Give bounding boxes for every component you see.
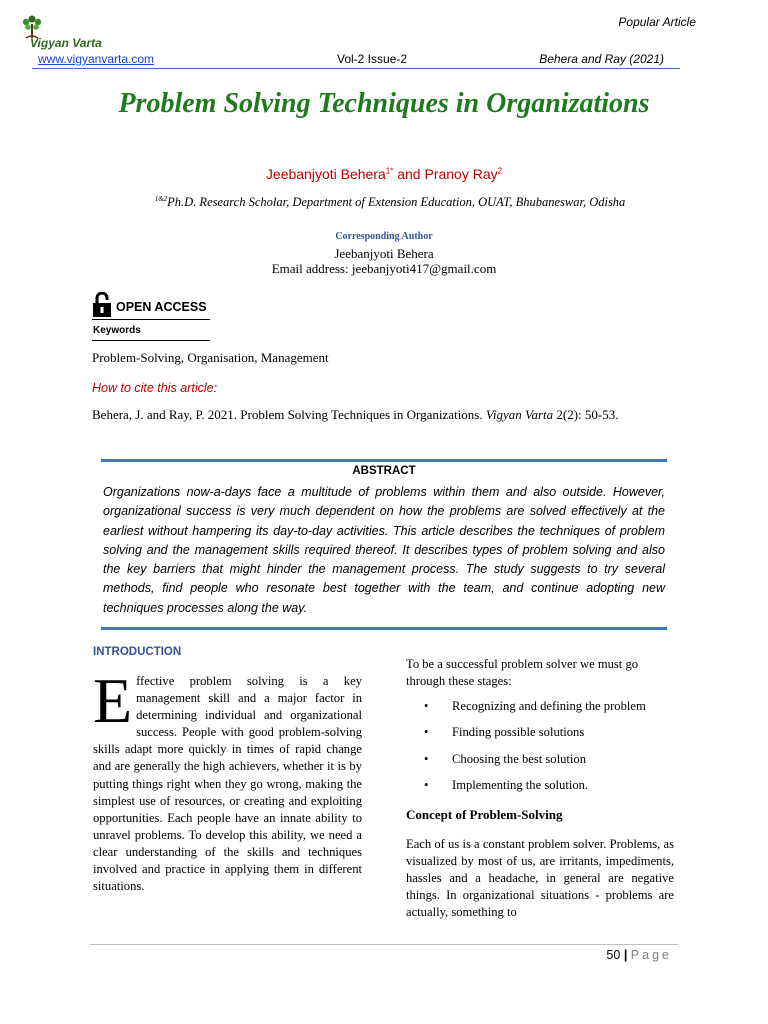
volume-issue: Vol-2 Issue-2 — [337, 52, 408, 66]
email-address: Email address: jeebanjyoti417@gmail.com — [271, 261, 497, 276]
bullet-icon: • — [424, 751, 429, 766]
stages-list — [406, 698, 678, 803]
tree-icon — [23, 16, 41, 39]
footer-rule — [90, 944, 678, 945]
list-item — [406, 751, 678, 777]
keywords-label: Keywords — [93, 325, 141, 336]
author-2-superscript: 2 — [497, 166, 503, 176]
how-to-cite-text: How to cite this article — [92, 381, 214, 395]
list-item — [406, 777, 678, 803]
how-to-cite-label — [92, 381, 217, 395]
introduction-text: ffective problem solving is a key management skill and a major factor in determining individual and organizational success. People with good problem-solving skills adapt more quickly in times of rapid change and are generally the high achievers, whether it is by putting things right when they go wrong, making the simplest use of resources, or creating and exploiting opportunities. Each people have an innate ability to unravel problems. To develop this ability, we need a clear understanding of the skills and techniques involved and practice in applying them in different situations. — [93, 674, 362, 894]
corresponding-author-label: Corresponding Author — [335, 231, 433, 242]
affiliation-superscript: 1&2 — [154, 195, 168, 203]
affiliation — [40, 195, 740, 210]
how-to-cite-colon: : — [213, 381, 218, 395]
keywords-rule — [92, 340, 210, 341]
abstract-text: Organizations now-a-days face a multitude of problems within them and also outside. However, organizational success is very much dependent on how the problems are solved effectively at the earliest without hampering its day-to-day activities. This article describes the techniques of problem solving and the management skills required thereof. It describes types of problem solving and also the key barriers that might hinder the management process. The study suggests to try several methods, find people who resonate best together with the team, and continue adopting new techniques processes along the way. — [103, 485, 665, 615]
abstract-top-rule — [101, 459, 667, 462]
open-lock-icon — [93, 293, 111, 317]
citation-before: Behera, J. and Ray, P. 2021. Problem Solving Techniques in Organizations. — [92, 407, 486, 422]
header-citation: Behera and Ray (2021) — [539, 52, 664, 66]
article-type-label: Popular Article — [618, 15, 696, 29]
page-separator: | — [623, 948, 628, 962]
abstract-heading: ABSTRACT — [352, 465, 416, 477]
bullet-icon: • — [424, 777, 429, 792]
keywords-text: Problem-Solving, Organisation, Management — [92, 350, 329, 365]
list-item — [406, 698, 678, 724]
stage-text: Recognizing and defining the problem — [452, 699, 646, 713]
author-2: Pranoy Ray — [424, 166, 498, 182]
introduction-paragraph — [93, 665, 362, 895]
open-access-rule — [92, 319, 210, 320]
stages-intro: To be a successful problem solver we must go through these stages: — [406, 657, 639, 689]
website-link[interactable]: www.vigyanvarta.com — [38, 52, 155, 66]
stage-text: Finding possible solutions — [452, 725, 585, 740]
bullet-icon: • — [424, 725, 429, 740]
concept-heading: Concept of Problem-Solving — [406, 807, 563, 822]
author-1: Jeebanjyoti Behera — [265, 166, 386, 182]
concept-paragraph: Each of us is a constant problem solver. Problems, as visualized by most of us, are irritants, impediments, hassles and a headache, in general are negative things. In organizational situations - problems are actually, something to — [406, 837, 674, 920]
article-title: Problem Solving Techniques in Organizations — [118, 88, 650, 119]
citation-journal: Vigyan Varta — [485, 407, 554, 422]
stage-text: Choosing the best solution — [452, 751, 586, 766]
bullet-icon: • — [424, 699, 429, 713]
citation-after: 2(2): 50-53. — [553, 407, 619, 422]
author-1-superscript: 1* — [385, 166, 394, 176]
logo-text: Vigyan Varta — [30, 36, 102, 50]
author-joiner: and — [393, 166, 425, 182]
stage-text: Implementing the solution. — [452, 777, 589, 792]
header-rule — [32, 68, 680, 69]
page-number — [560, 948, 672, 962]
author-line — [60, 166, 708, 182]
open-access-label: OPEN ACCESS — [116, 300, 207, 314]
abstract-bottom-rule — [101, 627, 667, 630]
introduction-heading: INTRODUCTION — [93, 646, 182, 658]
affiliation-text: Ph.D. Research Scholar, Department of Extension Education, OUAT, Bhubaneswar, Odisha — [167, 195, 626, 210]
page-number-value: 50 — [606, 948, 621, 962]
list-item — [406, 724, 678, 750]
corresponding-author-name: Jeebanjyoti Behera — [334, 246, 434, 261]
citation-text — [92, 406, 662, 424]
drop-cap: E — [93, 665, 133, 736]
page-word: Page — [630, 948, 672, 962]
